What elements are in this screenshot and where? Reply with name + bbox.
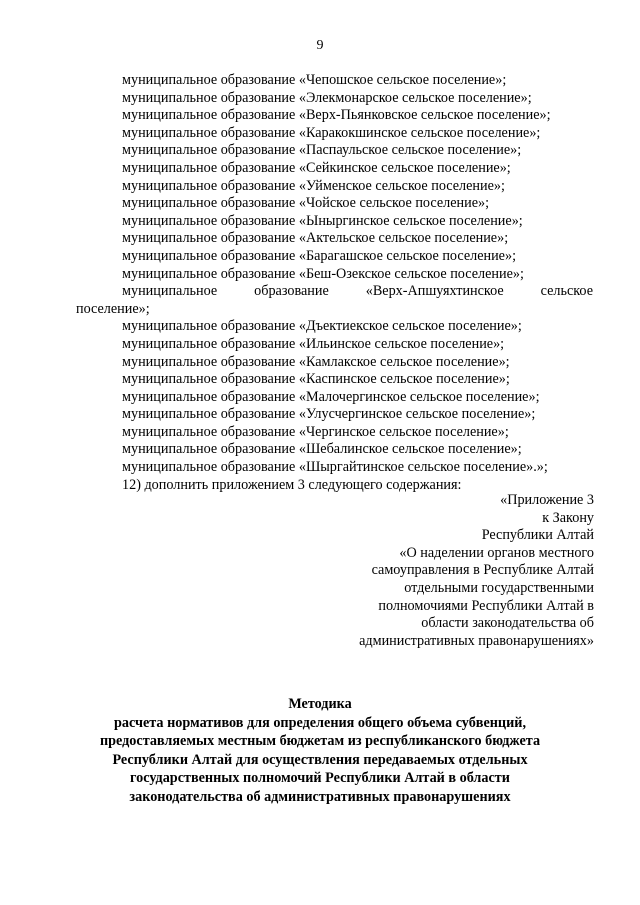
list-item: муниципальное образование «Чергинское сельское поселение»; (122, 423, 509, 440)
list-item: муниципальное образование «Каспинское сельское поселение»; (122, 371, 510, 388)
list-item-justified (76, 283, 593, 301)
list-item: муниципальное образование «Камлакское сельское поселение»; (122, 353, 510, 370)
list-item: муниципальное образование «Верх-Пьянковское сельское поселение»; (122, 107, 551, 124)
list-item: муниципальное образование «Шебалинское сельское поселение»; (122, 441, 522, 458)
list-item: муниципальное образование «Беш-Озекское сельское поселение»; (122, 265, 524, 282)
list-item: муниципальное образование «Паспаульское сельское поселение»; (122, 142, 522, 159)
appendix-line: полномочиями Республики Алтай в (378, 597, 594, 614)
appendix-header (294, 492, 594, 650)
title-line: Методика (288, 696, 352, 712)
list-item: муниципальное образование «Малочергинское сельское поселение»; (122, 388, 540, 405)
list-item: муниципальное образование «Уйменское сельское поселение»; (122, 177, 505, 194)
word: «Верх-Апшуяхтинское (365, 283, 504, 300)
list-item: муниципальное образование «Шыргайтинское сельское поселение».»; (122, 459, 548, 476)
list-item: муниципальное образование «Сейкинское сельское поселение»; (122, 159, 511, 176)
list-item: муниципальное образование «Улусчергинское сельское поселение»; (122, 406, 536, 423)
word: сельское (540, 283, 593, 300)
list-item: муниципальное образование «Чепошское сельское поселение»; (122, 72, 507, 88)
word: образование (254, 283, 329, 300)
title-line: государственных полномочий Республики Алтай в области (130, 770, 510, 787)
list-item: муниципальное образование «Дъектиекское сельское поселение»; (122, 318, 522, 335)
list-item: муниципальное образование «Барагашское сельское поселение»; (122, 247, 517, 264)
list-item: муниципальное образование «Каракокшинское сельское поселение»; (122, 124, 541, 141)
methodology-title (60, 695, 580, 807)
clause-text: 12) дополнить приложением 3 следующего содержания: (122, 476, 462, 493)
word: муниципальное (122, 283, 218, 300)
appendix-line: к Закону (542, 509, 594, 526)
appendix-line: «О наделении органов местного (399, 544, 594, 561)
page-number: 9 (316, 38, 324, 53)
list-item: муниципальное образование «Элекмонарское сельское поселение»; (122, 89, 532, 106)
list-item: муниципальное образование «Чойское сельское поселение»; (122, 195, 490, 212)
appendix-line: Республики Алтай (481, 527, 594, 544)
appendix-line: административных правонарушениях» (359, 632, 594, 649)
title-line: Республики Алтай для осуществления передаваемых отдельных (112, 751, 528, 768)
municipality-list (76, 72, 593, 494)
appendix-line: самоуправления в Республике Алтай (371, 562, 594, 579)
list-item: муниципальное образование «Ыныргинское сельское поселение»; (122, 212, 523, 229)
list-item: муниципальное образование «Ильинское сельское поселение»; (122, 335, 505, 352)
appendix-line: области законодательства об (421, 615, 594, 632)
title-line: законодательства об административных правонарушениях (129, 788, 511, 805)
appendix-line: отдельными государственными (404, 579, 594, 596)
title-line: предоставляемых местным бюджетам из республиканского бюджета (99, 733, 541, 750)
list-item: муниципальное образование «Актельское сельское поселение»; (122, 230, 509, 247)
title-line: расчета нормативов для определения общего объема субвенций, (113, 714, 527, 731)
list-item-continuation: поселение»; (76, 300, 150, 317)
appendix-line: «Приложение 3 (500, 492, 594, 508)
